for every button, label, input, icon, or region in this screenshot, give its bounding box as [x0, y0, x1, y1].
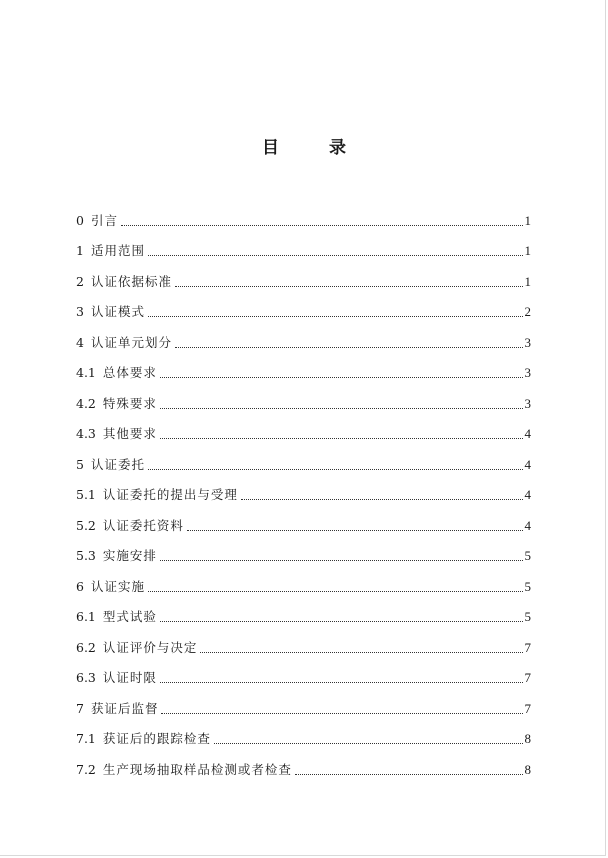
toc-entry-5[interactable]: [76, 352, 531, 383]
toc-entry-title: 认证委托资料: [102, 517, 184, 533]
toc-entry-3[interactable]: [76, 291, 531, 322]
toc-entry-title: 生产现场抽取样品检测或者检查: [102, 761, 292, 777]
toc-entry-title: 引言: [90, 212, 118, 228]
toc-entry-number: 4.1: [76, 365, 96, 380]
toc-entry-page: 7: [524, 670, 531, 685]
toc-entry-title: 认证评价与决定: [102, 639, 198, 655]
toc-entry-page: 5: [524, 609, 531, 624]
toc-dot-leader: [160, 620, 523, 622]
toc-entry-13[interactable]: [76, 596, 531, 627]
toc-dot-leader: [200, 651, 522, 653]
toc-dot-leader: [160, 559, 523, 561]
toc-entry-title: 认证委托的提出与受理: [102, 487, 238, 502]
toc-entry-page: 1: [524, 212, 531, 228]
toc-dot-leader: [148, 468, 523, 470]
toc-entry-2[interactable]: [76, 260, 531, 291]
toc-entry-title: 获证后的跟踪检查: [102, 731, 211, 746]
toc-entry-number: 0: [76, 212, 84, 228]
toc-entry-11[interactable]: [76, 535, 531, 566]
toc-entry-number: 1: [76, 243, 84, 258]
toc-entry-title: 认证委托: [90, 456, 145, 472]
toc-entry-title: 认证模式: [90, 304, 145, 319]
toc-entry-page: 1: [524, 243, 531, 258]
toc-entry-page: 5: [524, 578, 531, 594]
toc-dot-leader: [175, 346, 523, 348]
toc-entry-number: 6.1: [76, 609, 96, 624]
toc-entry-1[interactable]: [76, 230, 531, 261]
toc-entry-7[interactable]: [76, 413, 531, 444]
toc-entry-page: 1: [524, 273, 531, 289]
toc-entry-page: 5: [524, 548, 531, 563]
toc-dot-leader: [187, 529, 523, 531]
toc-entry-title: 获证后监督: [90, 700, 159, 716]
toc-entry-page: 4: [524, 517, 531, 533]
toc-entry-number: 3: [76, 304, 84, 319]
toc-entry-page: 4: [524, 456, 531, 472]
toc-entry-number: 7.1: [76, 731, 96, 746]
toc-dot-leader: [160, 681, 523, 683]
toc-entry-number: 4.3: [76, 426, 96, 441]
toc-entry-10[interactable]: [76, 504, 531, 535]
toc-dot-leader: [214, 742, 523, 744]
toc-dot-leader: [241, 498, 523, 500]
toc-entry-page: 7: [524, 700, 531, 716]
toc-entry-15[interactable]: [76, 657, 531, 688]
toc-dot-leader: [175, 285, 523, 287]
toc-dot-leader: [148, 254, 523, 256]
toc-entry-title: 认证单元划分: [90, 334, 172, 350]
toc-entry-title: 认证依据标准: [90, 273, 172, 289]
toc-entry-page: 3: [524, 365, 531, 380]
toc-entry-number: 5: [76, 456, 84, 472]
toc-entry-page: 4: [524, 426, 531, 441]
toc-entry-number: 5.1: [76, 487, 96, 502]
toc-entry-12[interactable]: [76, 565, 531, 596]
toc-entry-number: 2: [76, 273, 84, 289]
toc-entry-9[interactable]: [76, 474, 531, 505]
toc-entry-title: 特殊要求: [102, 395, 157, 411]
toc-title: 目 录: [262, 138, 368, 158]
toc-entry-number: 4.2: [76, 395, 96, 411]
toc-entry-6[interactable]: [76, 382, 531, 413]
toc-dot-leader: [160, 407, 523, 409]
table-of-contents: [76, 199, 531, 779]
toc-dot-leader: [160, 437, 523, 439]
toc-entry-page: 7: [524, 639, 531, 655]
toc-entry-number: 6: [76, 578, 84, 594]
toc-entry-16[interactable]: [76, 687, 531, 718]
toc-entry-number: 6.3: [76, 670, 96, 685]
toc-entry-title: 认证实施: [90, 578, 145, 594]
toc-dot-leader: [148, 590, 523, 592]
toc-entry-number: 5.3: [76, 548, 96, 563]
toc-entry-number: 5.2: [76, 517, 96, 533]
toc-entry-number: 6.2: [76, 639, 96, 655]
toc-entry-title: 总体要求: [102, 365, 157, 380]
toc-entry-title: 型式试验: [102, 609, 157, 624]
toc-entry-page: 2: [524, 304, 531, 319]
toc-entry-14[interactable]: [76, 626, 531, 657]
toc-entry-number: 7: [76, 700, 84, 716]
toc-entry-page: 8: [524, 731, 531, 746]
toc-dot-leader: [148, 315, 523, 317]
toc-entry-title: 实施安排: [102, 548, 157, 563]
toc-entry-number: 4: [76, 334, 84, 350]
toc-entry-18[interactable]: [76, 748, 531, 779]
toc-entry-page: 8: [524, 761, 531, 777]
toc-entry-0[interactable]: [76, 199, 531, 230]
toc-dot-leader: [160, 376, 523, 378]
toc-entry-page: 3: [524, 395, 531, 411]
toc-entry-17[interactable]: [76, 718, 531, 749]
toc-entry-8[interactable]: [76, 443, 531, 474]
toc-entry-number: 7.2: [76, 761, 96, 777]
toc-dot-leader: [121, 224, 523, 226]
toc-entry-title: 适用范围: [90, 243, 145, 258]
toc-entry-title: 其他要求: [102, 426, 157, 441]
toc-entry-4[interactable]: [76, 321, 531, 352]
toc-entry-title: 认证时限: [102, 670, 157, 685]
toc-dot-leader: [161, 712, 522, 714]
toc-entry-page: 3: [524, 334, 531, 350]
toc-entry-page: 4: [524, 487, 531, 502]
toc-dot-leader: [295, 773, 523, 775]
